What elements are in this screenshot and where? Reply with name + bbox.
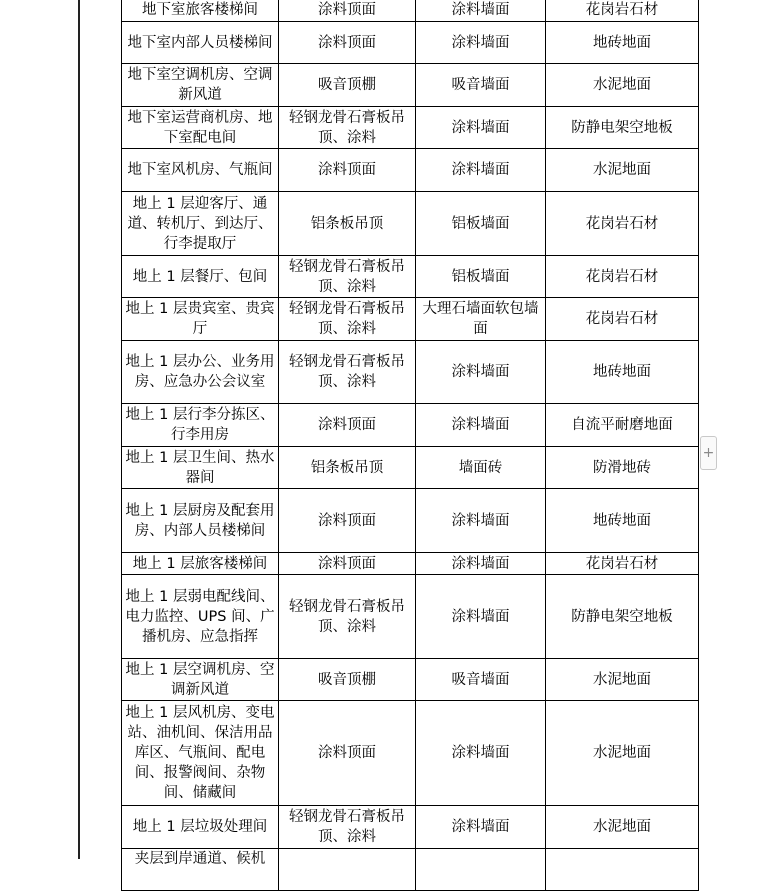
ceiling-finish-cell: 涂料顶面 <box>279 489 416 553</box>
wall-finish-cell: 大理石墙面软包墙面 <box>416 298 546 341</box>
table-row <box>122 659 699 701</box>
ceiling-finish-cell: 涂料顶面 <box>279 404 416 447</box>
wall-finish-cell: 涂料墙面 <box>416 575 546 659</box>
floor-finish-cell: 防静电架空地板 <box>546 107 699 149</box>
wall-finish-cell: 涂料墙面 <box>416 149 546 192</box>
floor-finish-cell: 地砖地面 <box>546 489 699 553</box>
floor-finish-cell: 防静电架空地板 <box>546 575 699 659</box>
ceiling-finish-cell: 涂料顶面 <box>279 553 416 575</box>
ceiling-finish-cell <box>279 849 416 891</box>
add-row-button[interactable] <box>700 436 717 470</box>
space-name-cell: 地上 1 层餐厅、包间 <box>122 256 279 298</box>
space-name-cell: 地上 1 层迎客厅、通道、转机厅、到达厅、行李提取厅 <box>122 192 279 256</box>
floor-finish-cell: 花岗岩石材 <box>546 256 699 298</box>
table-row <box>122 447 699 489</box>
wall-finish-cell: 墙面砖 <box>416 447 546 489</box>
plus-icon: + <box>702 445 715 461</box>
space-name-cell: 地下室运营商机房、地下室配电间 <box>122 107 279 149</box>
wall-finish-cell: 涂料墙面 <box>416 107 546 149</box>
wall-finish-cell: 涂料墙面 <box>416 404 546 447</box>
table-row <box>122 701 699 806</box>
space-name-cell: 地上 1 层风机房、变电站、油机间、保洁用品库区、气瓶间、配电间、报警阀间、杂物间、储藏间 <box>122 701 279 806</box>
space-name-cell: 地下室旅客楼梯间 <box>122 0 279 22</box>
space-name-cell: 地上 1 层行李分拣区、行李用房 <box>122 404 279 447</box>
space-name-cell: 地上 1 层贵宾室、贵宾厅 <box>122 298 279 341</box>
space-name-cell: 地上 1 层厨房及配套用房、内部人员楼梯间 <box>122 489 279 553</box>
space-name-cell: 地上 1 层空调机房、空调新风道 <box>122 659 279 701</box>
table-row <box>122 298 699 341</box>
wall-finish-cell: 涂料墙面 <box>416 22 546 64</box>
table-row <box>122 22 699 64</box>
wall-finish-cell: 吸音墙面 <box>416 659 546 701</box>
ceiling-finish-cell: 涂料顶面 <box>279 0 416 22</box>
space-name-cell: 地上 1 层垃圾处理间 <box>122 806 279 849</box>
table-row <box>122 107 699 149</box>
space-name-cell: 地上 1 层办公、业务用房、应急办公会议室 <box>122 341 279 404</box>
ceiling-finish-cell: 轻钢龙骨石膏板吊顶、涂料 <box>279 575 416 659</box>
wall-finish-cell: 涂料墙面 <box>416 0 546 22</box>
floor-finish-cell: 自流平耐磨地面 <box>546 404 699 447</box>
floor-finish-cell: 花岗岩石材 <box>546 192 699 256</box>
floor-finish-cell: 水泥地面 <box>546 64 699 107</box>
wall-finish-cell <box>416 849 546 891</box>
table-row <box>122 0 699 22</box>
floor-finish-cell: 水泥地面 <box>546 149 699 192</box>
ceiling-finish-cell: 铝条板吊顶 <box>279 447 416 489</box>
table-row <box>122 806 699 849</box>
wall-finish-cell: 涂料墙面 <box>416 553 546 575</box>
wall-finish-cell: 涂料墙面 <box>416 806 546 849</box>
ceiling-finish-cell: 吸音顶棚 <box>279 64 416 107</box>
table-row <box>122 575 699 659</box>
table-row <box>122 341 699 404</box>
floor-finish-cell <box>546 849 699 891</box>
space-name-cell: 地下室空调机房、空调新风道 <box>122 64 279 107</box>
finish-schedule-table-wrapper <box>121 0 699 891</box>
table-row <box>122 256 699 298</box>
wall-finish-cell: 铝板墙面 <box>416 256 546 298</box>
floor-finish-cell: 花岗岩石材 <box>546 0 699 22</box>
floor-finish-cell: 水泥地面 <box>546 806 699 849</box>
wall-finish-cell: 涂料墙面 <box>416 701 546 806</box>
ceiling-finish-cell: 涂料顶面 <box>279 701 416 806</box>
space-name-cell: 地下室风机房、气瓶间 <box>122 149 279 192</box>
ceiling-finish-cell: 轻钢龙骨石膏板吊顶、涂料 <box>279 256 416 298</box>
floor-finish-cell: 地砖地面 <box>546 22 699 64</box>
table-row <box>122 553 699 575</box>
finish-schedule-table <box>121 0 699 891</box>
ceiling-finish-cell: 轻钢龙骨石膏板吊顶、涂料 <box>279 298 416 341</box>
space-name-cell: 地下室内部人员楼梯间 <box>122 22 279 64</box>
floor-finish-cell: 花岗岩石材 <box>546 298 699 341</box>
space-name-cell: 地上 1 层卫生间、热水器间 <box>122 447 279 489</box>
wall-finish-cell: 铝板墙面 <box>416 192 546 256</box>
table-row <box>122 149 699 192</box>
ceiling-finish-cell: 轻钢龙骨石膏板吊顶、涂料 <box>279 806 416 849</box>
space-name-cell: 夹层到岸通道、候机 <box>122 849 279 891</box>
ceiling-finish-cell: 涂料顶面 <box>279 22 416 64</box>
ceiling-finish-cell: 轻钢龙骨石膏板吊顶、涂料 <box>279 107 416 149</box>
ceiling-finish-cell: 吸音顶棚 <box>279 659 416 701</box>
floor-finish-cell: 花岗岩石材 <box>546 553 699 575</box>
table-row <box>122 849 699 891</box>
ceiling-finish-cell: 轻钢龙骨石膏板吊顶、涂料 <box>279 341 416 404</box>
ceiling-finish-cell: 涂料顶面 <box>279 149 416 192</box>
floor-finish-cell: 防滑地砖 <box>546 447 699 489</box>
floor-finish-cell: 地砖地面 <box>546 341 699 404</box>
floor-finish-cell: 水泥地面 <box>546 701 699 806</box>
wall-finish-cell: 涂料墙面 <box>416 489 546 553</box>
wall-finish-cell: 吸音墙面 <box>416 64 546 107</box>
table-row <box>122 64 699 107</box>
left-gutter <box>0 0 79 859</box>
space-name-cell: 地上 1 层旅客楼梯间 <box>122 553 279 575</box>
space-name-cell: 地上 1 层弱电配线间、电力监控、UPS 间、广播机房、应急指挥 <box>122 575 279 659</box>
table-row <box>122 404 699 447</box>
wall-finish-cell: 涂料墙面 <box>416 341 546 404</box>
table-row <box>122 192 699 256</box>
table-row <box>122 489 699 553</box>
ceiling-finish-cell: 铝条板吊顶 <box>279 192 416 256</box>
floor-finish-cell: 水泥地面 <box>546 659 699 701</box>
